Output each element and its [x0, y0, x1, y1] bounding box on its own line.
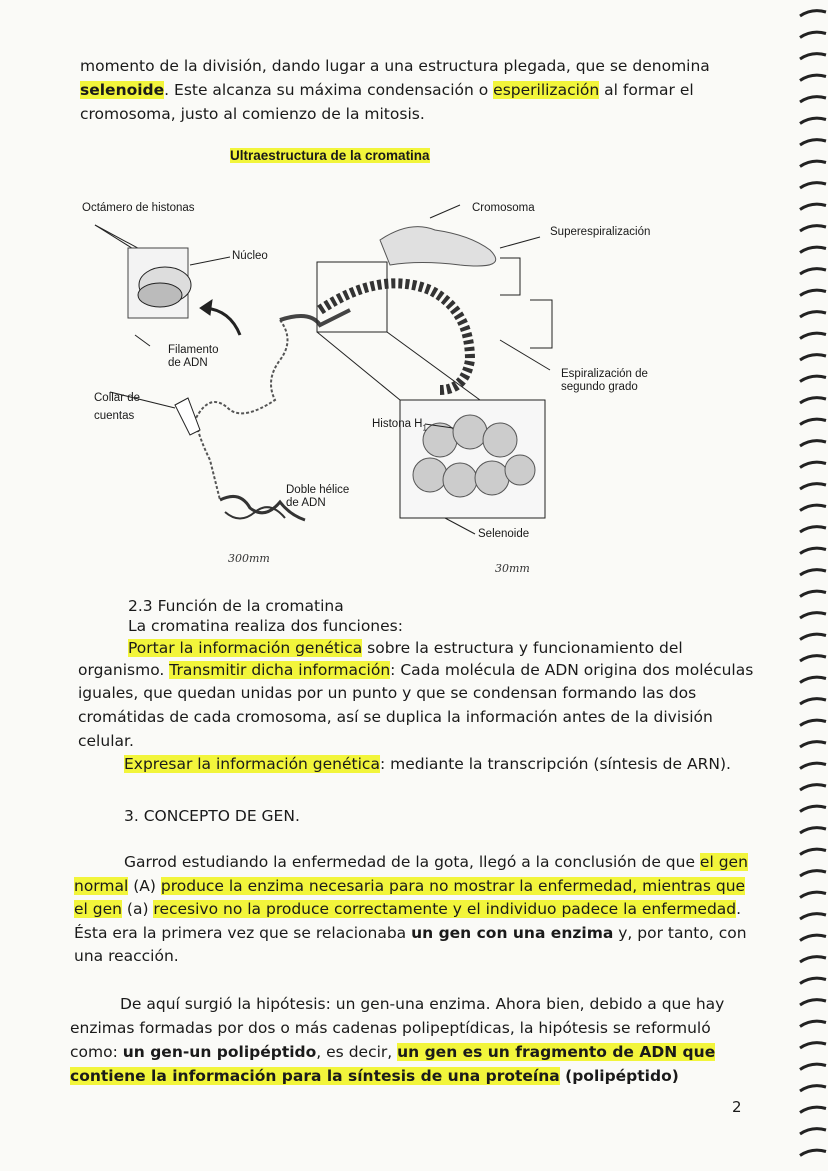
text: al formar el [599, 81, 694, 99]
text: Garrod estudiando la enfermedad de la gota, llegó a la conclusión de que [124, 853, 700, 871]
spiral-coil [800, 355, 826, 360]
handwritten-30mm: 30mm [495, 562, 530, 575]
spiral-coil [800, 957, 826, 962]
spiral-coil [800, 935, 826, 940]
spiral-coil [800, 828, 826, 833]
text: Ésta era la primera vez que se relacionaba [74, 924, 412, 942]
super-coil [320, 283, 470, 390]
highlight-contiene: contiene la información para la síntesis de una proteína [70, 1067, 560, 1085]
section23-f1-l1 [128, 636, 683, 660]
spiral-coil [800, 1000, 826, 1005]
fiber [280, 310, 350, 325]
page-number: 2 [732, 1098, 742, 1116]
text: : mediante la transcripción (síntesis de ARN). [379, 755, 731, 773]
highlight-selenoide: selenoide [80, 81, 165, 99]
spiral-coil [800, 376, 826, 381]
spiral-coil [800, 699, 826, 704]
figure-title-text: Ultraestructura de la cromatina [230, 148, 430, 163]
spiral-coil [800, 1021, 826, 1026]
spiral-coil [800, 1043, 826, 1048]
section23-f1-l4: cromátidas de cada cromosoma, así se duplica la información antes de la división [78, 708, 713, 726]
spiral-coil [800, 247, 826, 252]
spiral-coil [800, 204, 826, 209]
spiral-coil [800, 161, 826, 166]
highlight-fragmento: un gen es un fragmento de ADN que [397, 1043, 716, 1061]
label-doble-helice: Doble hélice de ADN [286, 484, 350, 509]
spiral-coil [800, 1129, 826, 1134]
spiral-coil [800, 32, 826, 37]
highlight-produce: produce la enzima necesaria para no mostrar la enfermedad, mientras que [160, 877, 746, 895]
spiral-coil [800, 54, 826, 59]
spiral-coil [800, 183, 826, 188]
label-selenoide: Selenoide [478, 528, 530, 540]
section3-p1-l1 [124, 850, 748, 874]
spiral-binding [794, 0, 828, 1171]
spiral-coil [800, 656, 826, 661]
highlight-normal: normal [74, 877, 129, 895]
spiral-coil [800, 1107, 826, 1112]
histona-text: Histona H [372, 418, 423, 430]
highlight-esperilizacion: esperilización [493, 81, 600, 99]
spiral-coil [800, 419, 826, 424]
label-superespiralizacion: Superespiralización [550, 226, 651, 238]
highlight-el-gen: el gen [699, 853, 748, 871]
label-octamero: Octámero de histonas [82, 202, 195, 214]
spiral-coil [800, 75, 826, 80]
histona-sub: 1 [422, 423, 427, 433]
section3-p2-l3 [70, 1040, 715, 1064]
spiral-coil [800, 591, 826, 596]
text: . Este alcanza su máxima condensación o [164, 81, 494, 99]
spiral-coil [800, 677, 826, 682]
label-collar: Collar de cuentas [94, 392, 141, 422]
spiral-coil [800, 462, 826, 467]
spiral-coil [800, 312, 826, 317]
text: : Cada molécula de ADN origina dos moléculas [390, 661, 754, 679]
bold-polipeptido: (polipéptido) [559, 1067, 679, 1085]
spiral-coil [800, 570, 826, 575]
chromosome-shape [380, 227, 496, 266]
highlight-el-gen-2: el gen [74, 900, 122, 918]
spiral-coil [800, 527, 826, 532]
spiral-coil [800, 871, 826, 876]
text: y, por tanto, con [613, 924, 747, 942]
figure [80, 140, 680, 580]
text: (a) [121, 900, 154, 918]
section23-f1-l3: iguales, que quedan unidas por un punto y que se condensan formando las dos [78, 684, 697, 702]
section23-f1-l5: celular. [78, 732, 134, 750]
text: (A) [128, 877, 161, 895]
nucleo-pointer [190, 257, 230, 265]
section23-f1-l2 [78, 658, 753, 682]
para1-line1: momento de la división, dando lugar a una estructura plegada, que se denomina [80, 57, 710, 75]
spiral-coil [800, 548, 826, 553]
spiral-coil [800, 290, 826, 295]
highlight-expresar: Expresar la información genética [124, 755, 380, 773]
spiral-coil [800, 226, 826, 231]
spiral-coil [800, 978, 826, 983]
para1-line2 [80, 78, 694, 102]
para1-line3: cromosoma, justo al comienzo de la mitosis. [80, 105, 425, 123]
section3-p1-l4 [74, 921, 747, 945]
section3-p2-l1: De aquí surgió la hipótesis: un gen-una enzima. Ahora bien, debido a que hay [120, 995, 725, 1013]
spiral-coil [800, 398, 826, 403]
section3-p1-l3 [74, 897, 741, 921]
section23-f2 [124, 752, 731, 776]
section3-p1-l2 [74, 874, 745, 898]
section3-p2-l2: enzimas formadas por dos o más cadenas polipeptídicas, la hipótesis se reformuló [70, 1019, 711, 1037]
spiral-coil [800, 1086, 826, 1091]
spiral-coil [800, 720, 826, 725]
spiral-coil [800, 1064, 826, 1069]
label-filamento: Filamento de ADN [168, 344, 219, 369]
spiral-coil [800, 484, 826, 489]
spiral-coil [800, 763, 826, 768]
spiral-coil [800, 441, 826, 446]
section23-heading: 2.3 Función de la cromatina [128, 597, 344, 615]
spiral-coil [800, 634, 826, 639]
text: organismo. [78, 661, 170, 679]
spiral-coil [800, 849, 826, 854]
label-histona [372, 418, 427, 434]
section3-heading: 3. CONCEPTO DE GEN. [124, 807, 300, 825]
highlight-recesivo: recesivo no la produce correctamente y el individuo padece la enfermedad [153, 900, 737, 918]
handwritten-300mm: 300mm [228, 552, 270, 565]
bold-gen-polipeptido: un gen-un polipéptido [122, 1043, 317, 1061]
label-cromosoma: Cromosoma [472, 202, 535, 214]
highlight-portar: Portar la información genética [128, 639, 363, 657]
text: , es decir, [316, 1043, 398, 1061]
highlight-transmitir: Transmitir dicha información [169, 661, 391, 679]
spiral-coil [800, 11, 826, 16]
spiral-coil [800, 269, 826, 274]
spiral-coil [800, 785, 826, 790]
spiral-coil [800, 892, 826, 897]
label-espiralizacion: Espiralización de segundo grado [561, 368, 648, 393]
text: sobre la estructura y funcionamiento del [362, 639, 683, 657]
bold-gen-enzima: un gen con una enzima [411, 924, 614, 942]
spiral-coil [800, 118, 826, 123]
section3-p2-l4 [70, 1064, 679, 1088]
spiral-coil [800, 914, 826, 919]
spiral-coil [800, 333, 826, 338]
section3-p1-l5: una reacción. [74, 947, 179, 965]
spiral-coil [800, 505, 826, 510]
spiral-coil [800, 742, 826, 747]
label-nucleo: Núcleo [232, 250, 268, 262]
section23-intro: La cromatina realiza dos funciones: [128, 617, 403, 635]
text: como: [70, 1043, 123, 1061]
spiral-coil [800, 613, 826, 618]
pointer-line [95, 225, 135, 250]
text: . [736, 900, 742, 918]
spiral-coil [800, 1150, 826, 1155]
spiral-coil [800, 806, 826, 811]
spiral-coil [800, 140, 826, 145]
spiral-coil [800, 97, 826, 102]
